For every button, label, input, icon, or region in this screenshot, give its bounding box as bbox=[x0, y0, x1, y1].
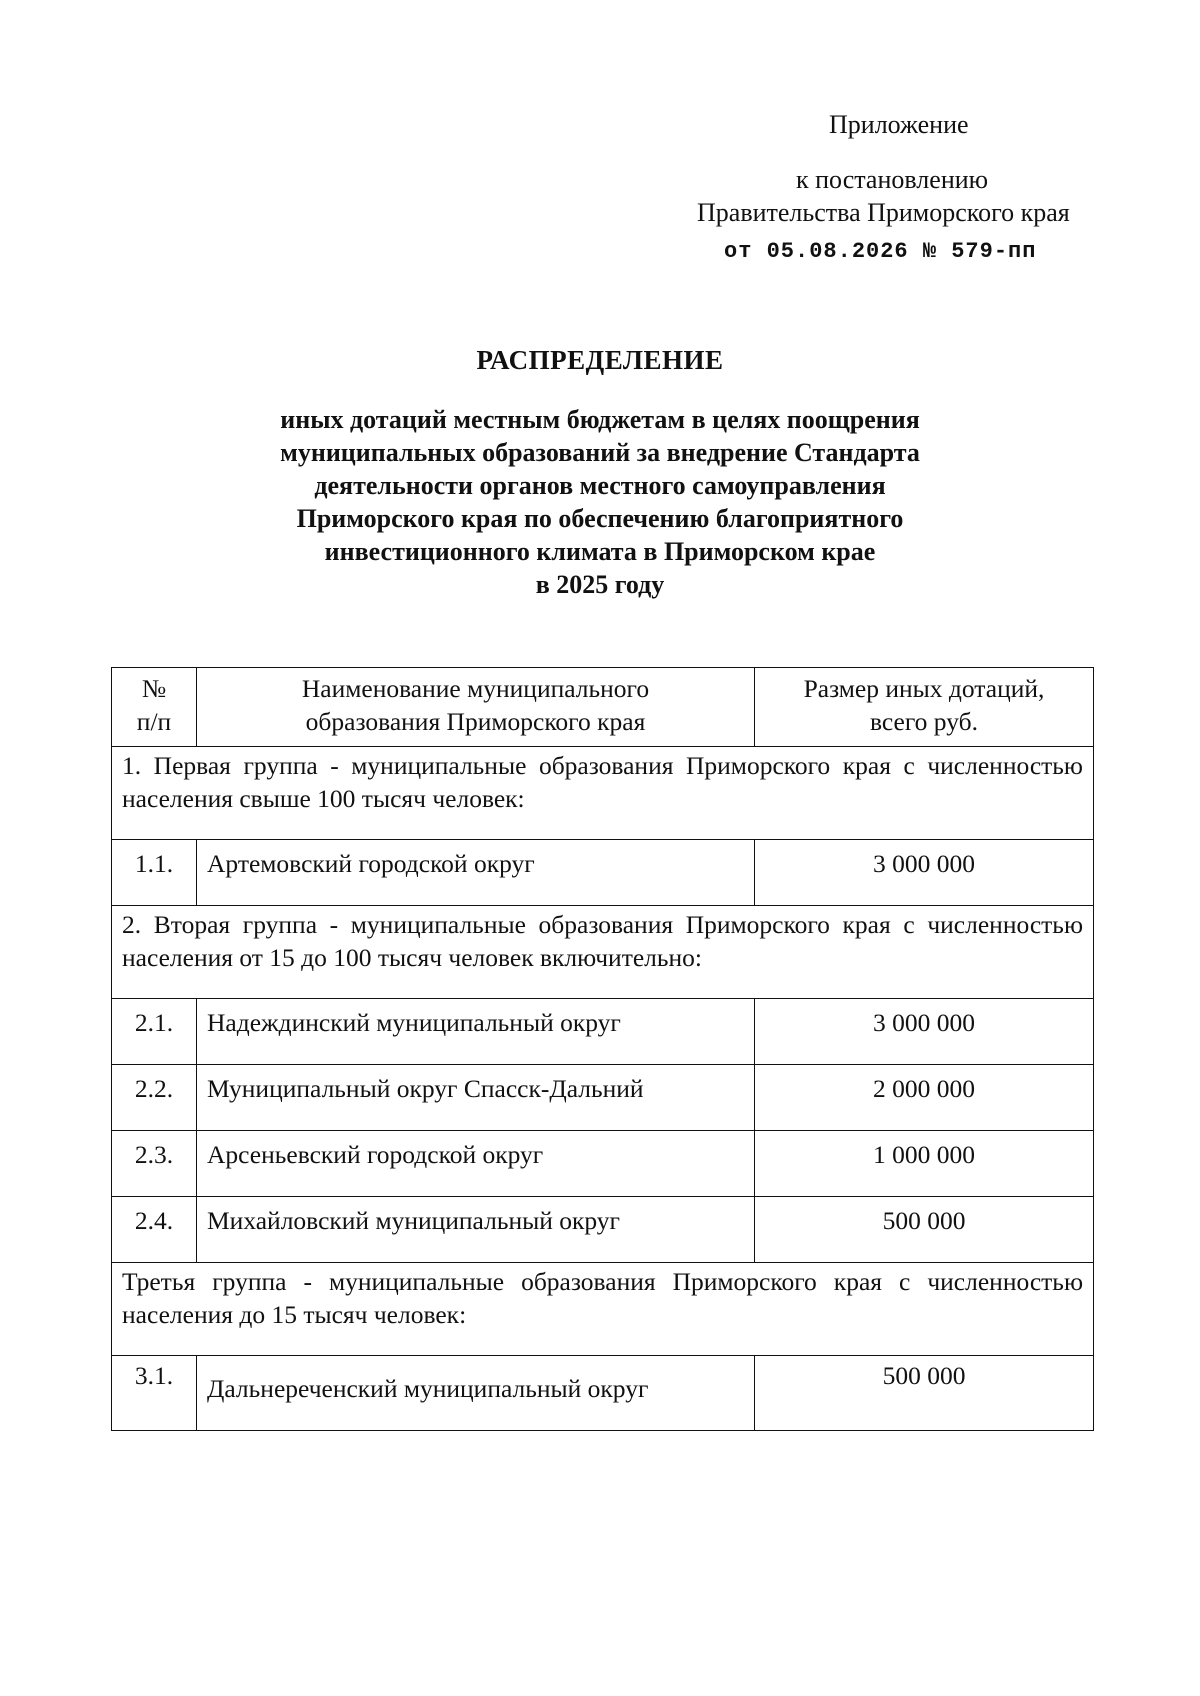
subtitle-line: в 2025 году bbox=[535, 570, 665, 599]
header-name-line-2: образования Приморского края bbox=[305, 707, 646, 736]
group-title: 2. Вторая группа - муниципальные образования Приморского края с численностью населения от 15 до 100 тысяч человек включительно: bbox=[112, 906, 1094, 999]
group-row bbox=[112, 747, 1094, 840]
document-subtitle bbox=[0, 403, 1200, 601]
appendix-title: Приложение bbox=[829, 110, 969, 139]
row-amount: 500 000 bbox=[755, 1356, 1094, 1431]
subtitle-line: деятельности органов местного самоуправления bbox=[314, 471, 886, 500]
subtitle-line: инвестиционного климата в Приморском крае bbox=[324, 537, 876, 566]
header-name-line-1: Наименование муниципального bbox=[301, 674, 650, 703]
row-name: Надеждинский муниципальный округ bbox=[197, 999, 755, 1065]
row-amount: 1 000 000 bbox=[755, 1131, 1094, 1197]
appendix-line-2: Правительства Приморского края bbox=[697, 198, 1070, 227]
subtitle-line: муниципальных образований за внедрение Стандарта bbox=[280, 438, 920, 467]
table-row bbox=[112, 1131, 1094, 1197]
header-number bbox=[112, 668, 197, 747]
header-number-line-1: № bbox=[141, 674, 167, 703]
group-row bbox=[112, 1263, 1094, 1356]
row-amount: 500 000 bbox=[755, 1197, 1094, 1263]
row-number: 2.2. bbox=[112, 1065, 197, 1131]
group-title: 1. Первая группа - муниципальные образования Приморского края с численностью населения свыше 100 тысяч человек: bbox=[112, 747, 1094, 840]
table-row bbox=[112, 1065, 1094, 1131]
document-title: РАСПРЕДЕЛЕНИЕ bbox=[476, 345, 724, 375]
table-row bbox=[112, 1356, 1094, 1431]
header-amount bbox=[755, 668, 1094, 747]
table-row bbox=[112, 840, 1094, 906]
header-number-line-2: п/п bbox=[136, 707, 172, 736]
row-name: Арсеньевский городской округ bbox=[197, 1131, 755, 1197]
header-name bbox=[197, 668, 755, 747]
subtitle-line: иных дотаций местным бюджетам в целях поощрения bbox=[280, 405, 920, 434]
row-number: 2.4. bbox=[112, 1197, 197, 1263]
table-header-row bbox=[112, 668, 1094, 747]
table-row bbox=[112, 999, 1094, 1065]
row-amount: 2 000 000 bbox=[755, 1065, 1094, 1131]
header-amount-line-2: всего руб. bbox=[870, 707, 978, 736]
row-name: Дальнереченский муниципальный округ bbox=[197, 1356, 755, 1431]
row-number: 2.1. bbox=[112, 999, 197, 1065]
row-name: Муниципальный округ Спасск-Дальний bbox=[197, 1065, 755, 1131]
row-amount: 3 000 000 bbox=[755, 840, 1094, 906]
appendix-decree-number: от 05.08.2026 № 579-пп bbox=[724, 239, 1037, 264]
distribution-table bbox=[111, 667, 1094, 1431]
header-amount-line-1: Размер иных дотаций, bbox=[803, 674, 1045, 703]
appendix-line-1: к постановлению bbox=[796, 165, 989, 194]
row-number: 2.3. bbox=[112, 1131, 197, 1197]
row-number: 3.1. bbox=[112, 1356, 197, 1431]
group-title: Третья группа - муниципальные образования Приморского края с численностью населения до 15 тысяч человек: bbox=[112, 1263, 1094, 1356]
group-row bbox=[112, 906, 1094, 999]
row-name: Михайловский муниципальный округ bbox=[197, 1197, 755, 1263]
row-name: Артемовский городской округ bbox=[197, 840, 755, 906]
row-number: 1.1. bbox=[112, 840, 197, 906]
row-amount: 3 000 000 bbox=[755, 999, 1094, 1065]
subtitle-line: Приморского края по обеспечению благоприятного bbox=[296, 504, 904, 533]
table-row bbox=[112, 1197, 1094, 1263]
